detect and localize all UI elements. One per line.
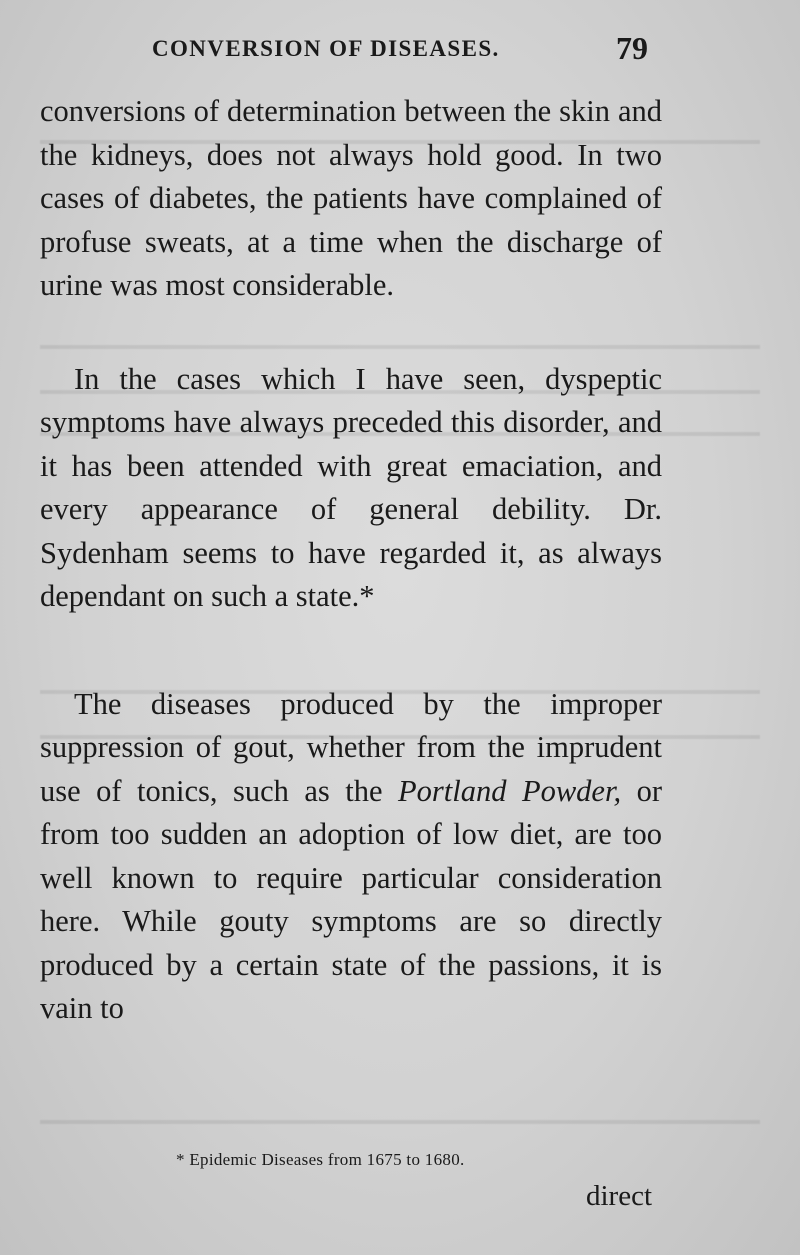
body-text	[40, 90, 662, 1031]
running-title: CONVERSION OF DISEASES.	[152, 36, 500, 61]
paragraph-3-text-after: or from too sudden an adoption of low diet, are too well known to require particular consideration here. While gouty symptoms are so directly produced by a certain state of the passions, it is vain to	[40, 773, 662, 1025]
footnote: * Epidemic Diseases from 1675 to 1680.	[176, 1150, 465, 1169]
paragraph-1: conversions of determination between the skin and the kidneys, does not always hold good. In two cases of diabetes, the patients have complained of profuse sweats, at a time when the discharge of urine was most considerable.	[40, 94, 662, 302]
paragraph-2: In the cases which I have seen, dyspeptic symptoms have always preceded this disorder, and it has been attended with great emaciation, and every appearance of general debility. Dr. Sydenham seems to have regarded it, as always dependant on such a state.*	[40, 361, 662, 613]
running-header	[0, 30, 800, 74]
page-number: 79	[616, 30, 648, 66]
paragraph-3	[40, 683, 662, 1031]
paragraph-3-italic-term: Portland Powder,	[398, 773, 622, 808]
paragraph-3-text-before: The diseases produced by the improper suppression of gout, whether from the imprudent use of tonics, such as the	[40, 686, 662, 808]
catchword: direct	[586, 1180, 653, 1212]
